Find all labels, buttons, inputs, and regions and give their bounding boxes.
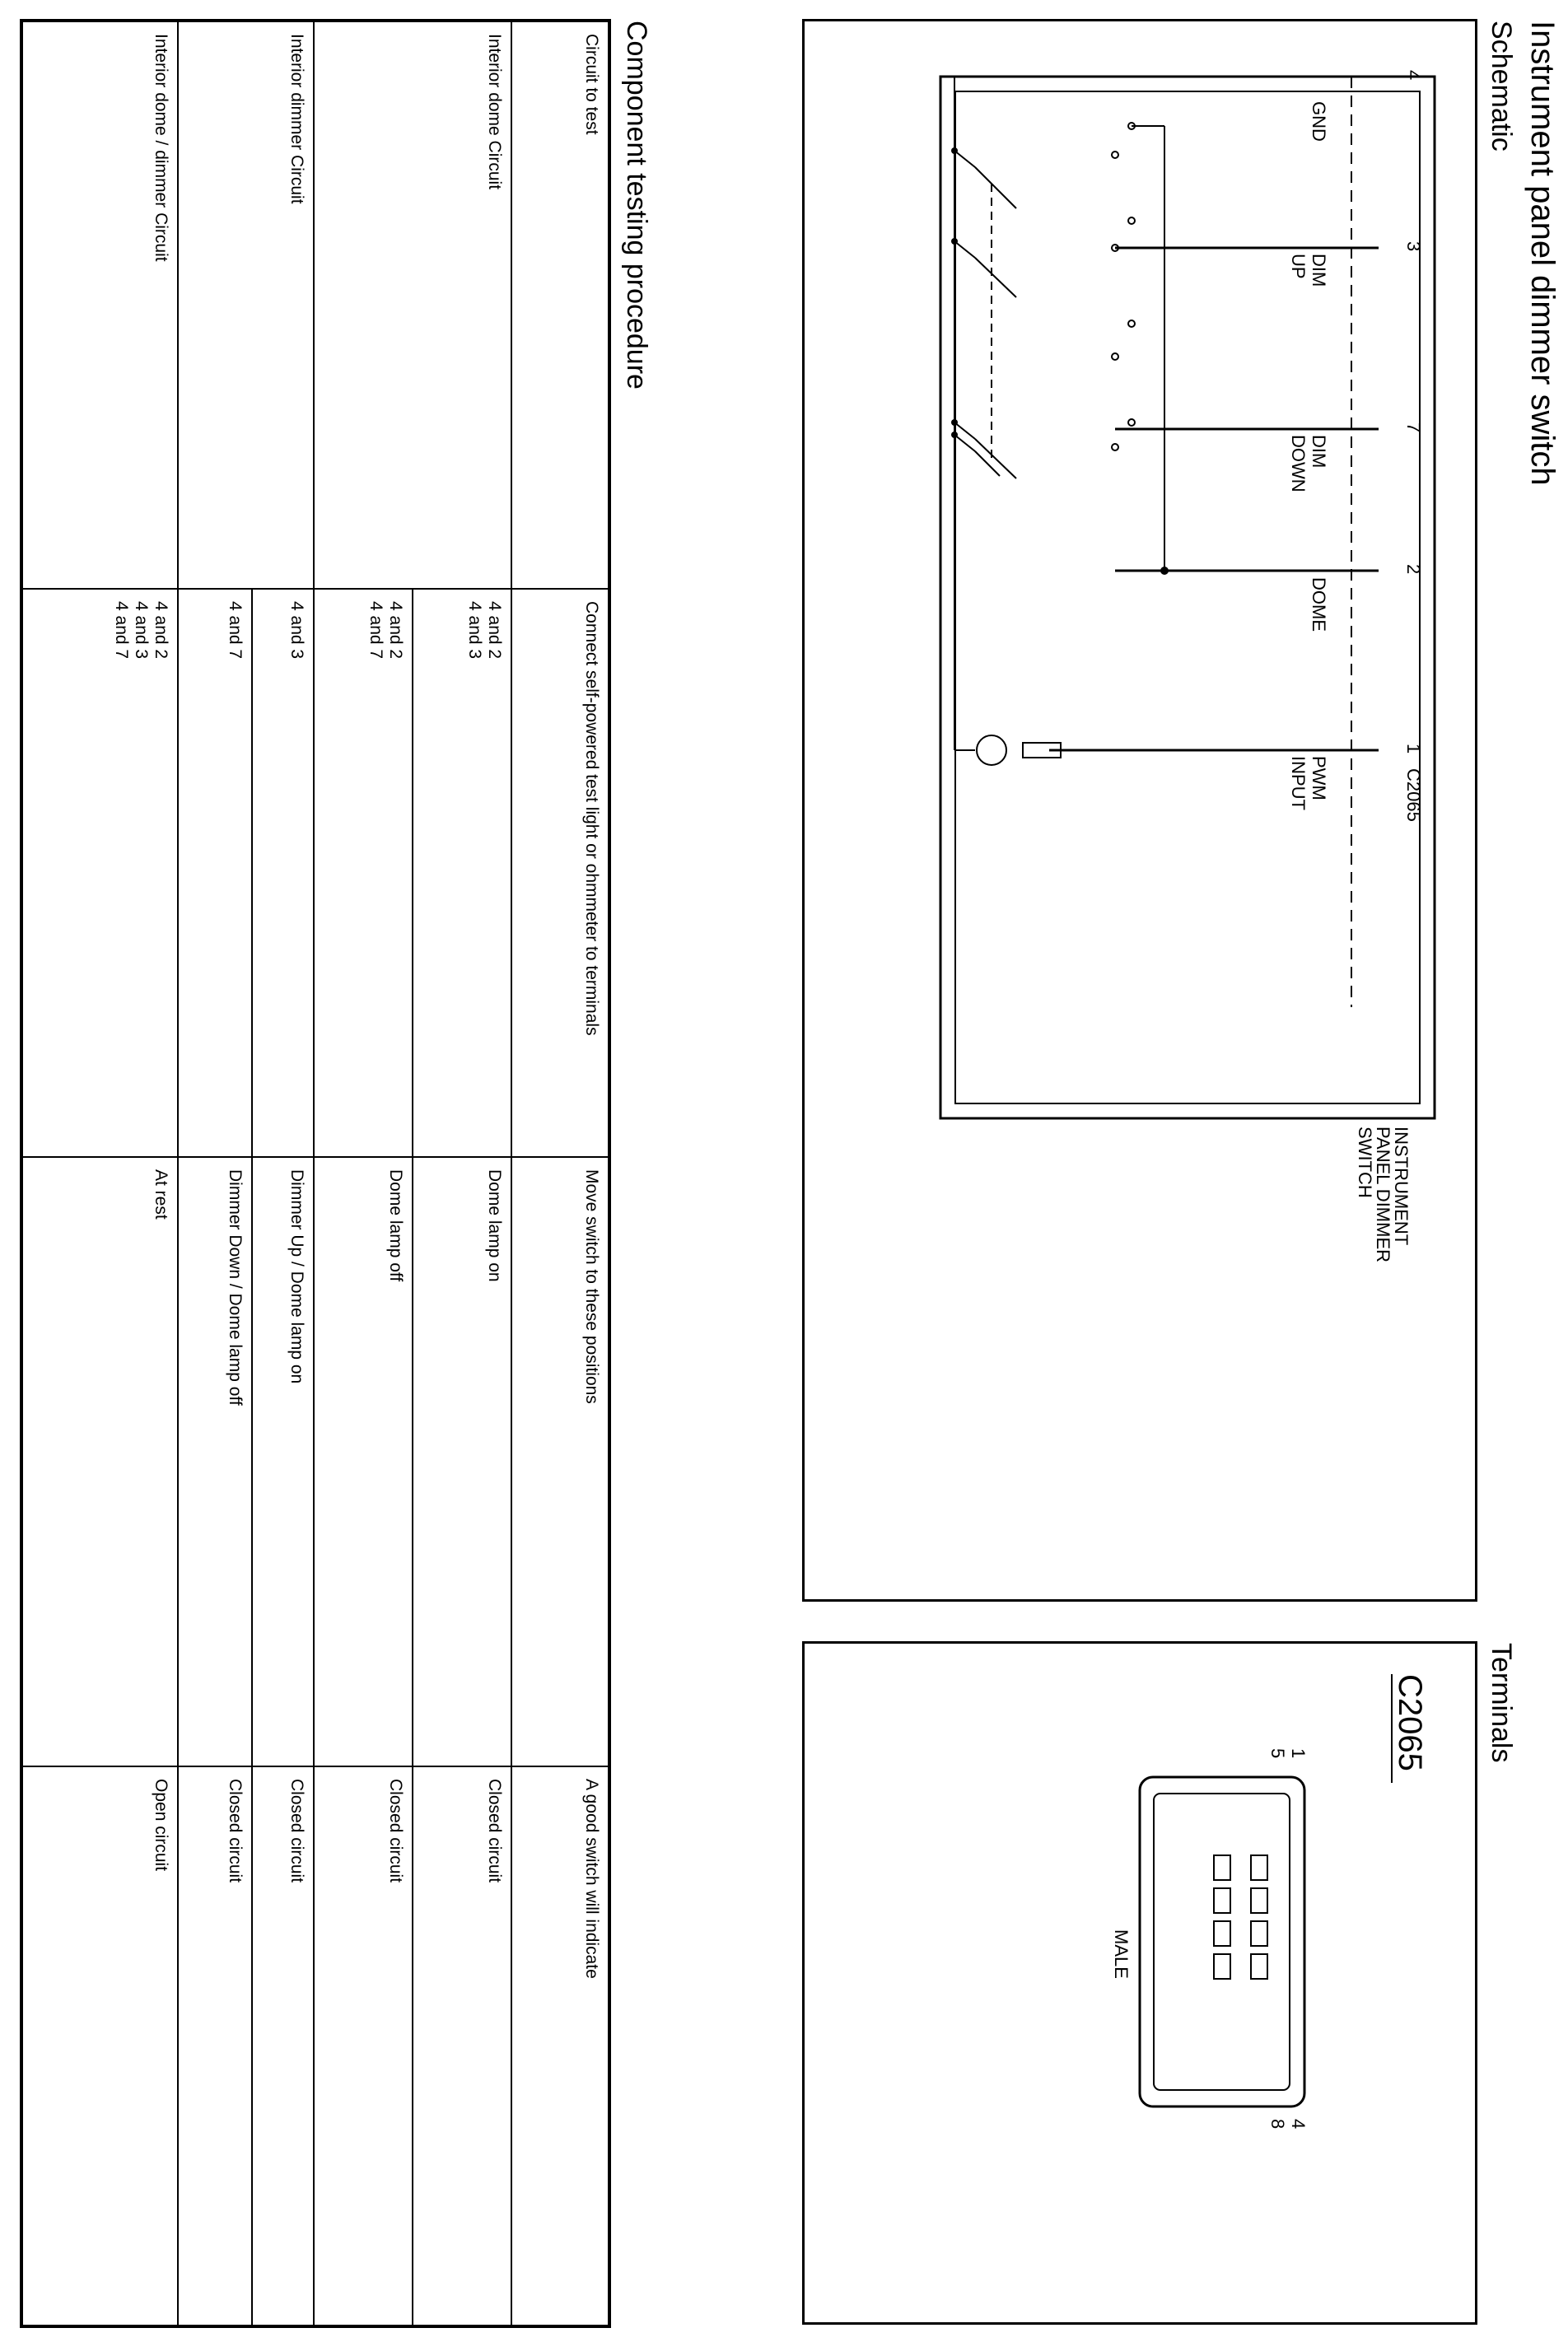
terminal-pair: 4 and 3 [287,601,306,660]
connector-id: C2065 [1403,768,1424,822]
terminals-heading: Terminals [1486,1643,1517,1763]
terminal-pin-4-label: 4 [1288,2119,1309,2130]
pwm-transistor [977,735,1006,765]
row-position: Dimmer Up / Dome lamp on [252,1157,314,1766]
pin-4-name: GND [1309,101,1329,142]
pin-2 [1309,564,1424,632]
switch-contacts [954,123,1164,571]
switch-inner-outline [955,91,1420,1103]
row-result: Closed circuit [314,1766,413,2326]
pin-3-name: DIM [1309,254,1329,287]
terminal-pair: 4 and 3 [464,601,484,660]
table-row [21,21,178,2326]
row-circuit: Interior dome Circuit [314,21,511,589]
component-label-2: PANEL DIMMER [1373,1127,1393,1263]
header-position: Move switch to these positions [511,1157,609,1766]
row-result: Closed circuit [413,1766,511,2326]
pin-3-name-2: UP [1288,254,1309,279]
terminals-diagram [802,1641,1477,2325]
pin-7 [1288,422,1424,492]
pin-1-name: PWM [1309,756,1329,800]
terminal-pair: 4 and 7 [226,601,245,660]
header-circuit: Circuit to test [511,21,609,589]
terminal-connector-id: C2065 [1392,1674,1428,1771]
pin-7-name: DIM [1309,435,1329,469]
signal-wires [1049,248,1337,750]
pin-4 [1309,70,1424,142]
row-terminals [21,589,178,1157]
procedure-heading: Component testing procedure [621,21,652,390]
row-circuit: Interior dome / dimmer Circuit [21,21,178,589]
table-row [252,21,314,2326]
switch-outer-outline [940,77,1435,1118]
row-terminals [178,589,252,1157]
connector-cavities [1214,1855,1267,1979]
row-position: At rest [21,1157,178,1766]
pin-2-number: 2 [1403,564,1424,575]
row-position: Dome lamp on [413,1157,511,1766]
terminal-pair: 4 and 2 [485,601,504,660]
row-terminals [252,589,314,1157]
header-result: A good switch will indicate [511,1766,609,2326]
ground-bus [954,77,1387,750]
page-title: Instrument panel dimmer switch [1524,21,1561,486]
terminal-pair: 4 and 3 [131,601,151,660]
terminal-gender: MALE [1111,1929,1132,1979]
dome-junction [1160,567,1169,575]
row-result: Open circuit [21,1766,178,2326]
terminal-pin-1-label: 1 [1288,1748,1309,1759]
row-position: Dome lamp off [314,1157,413,1766]
pin-1-number: 1 [1403,744,1424,754]
row-result: Closed circuit [178,1766,252,2326]
pin-7-name-2: DOWN [1288,435,1309,492]
pin-4-number: 4 [1403,70,1424,81]
procedure-header-row [511,21,609,2326]
pin-1 [1288,744,1424,822]
row-position: Dimmer Down / Dome lamp off [178,1157,252,1766]
pin-1-name-2: INPUT [1288,756,1309,810]
pin-3-number: 3 [1403,241,1424,252]
terminal-pin-8-label: 8 [1267,2119,1288,2130]
procedure-table [20,19,611,2328]
row-terminals [314,589,413,1157]
connector-housing [1140,1777,1304,2106]
terminal-pair: 4 and 7 [111,601,131,660]
terminal-pair: 4 and 2 [152,601,170,660]
component-label-3: SWITCH [1355,1127,1375,1198]
terminal-pin-5-label: 5 [1267,1748,1288,1759]
schematic-diagram [802,19,1477,1602]
header-terminals: Connect self-powered test light or ohmmeter to terminals [511,589,609,1157]
pin-2-name: DOME [1309,577,1329,632]
component-label-1: INSTRUMENT [1391,1127,1412,1246]
row-result: Closed circuit [252,1766,314,2326]
row-circuit: Interior dimmer Circuit [178,21,314,589]
schematic-heading: Schematic [1486,21,1517,152]
row-terminals [413,589,511,1157]
table-row [413,21,511,2326]
terminal-pair: 4 and 7 [366,601,385,660]
terminal-pair: 4 and 2 [386,601,405,660]
pin-7-number: 7 [1403,422,1424,433]
